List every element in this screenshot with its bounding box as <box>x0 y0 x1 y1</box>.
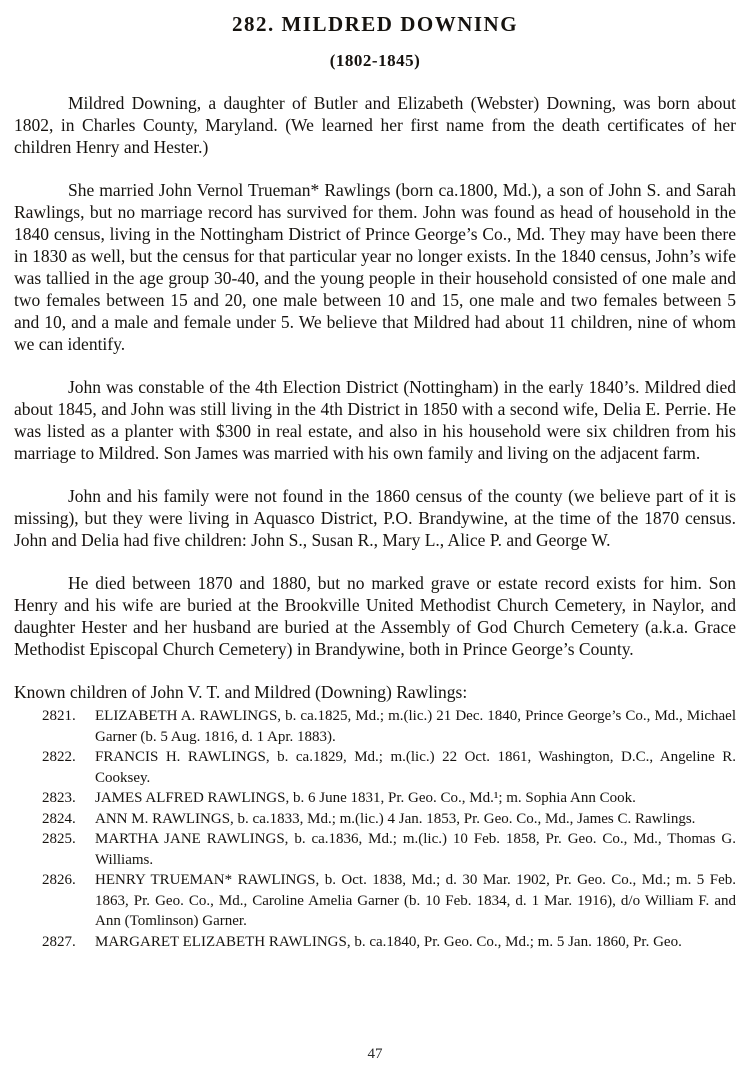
child-entry-2822 <box>14 747 736 788</box>
child-entry-2823 <box>14 788 736 809</box>
child-entry-2824 <box>14 809 736 830</box>
paragraph-constable-1850: John was constable of the 4th Election District (Nottingham) in the early 1840’s. Mildred died about 1845, and John was still living in the 4th District in 1850 with a second wife, Delia E. Perrie. He was listed as a planter with $300 in real estate, and also in his household were six children from his marriage to Mildred. Son James was married with his own family and living on the adjacent farm. <box>14 377 736 463</box>
children-list <box>14 706 736 952</box>
child-entry-number: 2827. <box>42 933 76 950</box>
paragraph-birth: Mildred Downing, a daughter of Butler and Elizabeth (Webster) Downing, was born about 1802, in Charles County, Maryland. (We learned her first name from the death certificates of her children Henry and Hester.) <box>14 93 736 157</box>
body-text <box>14 92 736 660</box>
page-number: 47 <box>367 1046 383 1062</box>
child-entry-number: 2825. <box>42 831 76 847</box>
child-entry-2821 <box>14 706 736 747</box>
child-entry-number: 2823. <box>42 790 76 806</box>
child-entry-number: 2821. <box>42 708 76 724</box>
child-entry-2825 <box>14 829 736 870</box>
paragraph-death-burials: He died between 1870 and 1880, but no marked grave or estate record exists for him. Son Henry and his wife are buried at the Brookville United Methodist Church Cemetery, in Naylor, and daughter Hester and her husband are buried at the Assembly of God Church Cemetery (a.k.a. Grace Methodist Episcopal Church Cemetery) in Brandywine, both in Prince George’s County. <box>14 573 736 659</box>
child-entry-number: 2824. <box>42 810 76 827</box>
child-entry-text: HENRY TRUEMAN* RAWLINGS, b. Oct. 1838, Md.; d. 30 Mar. 1902, Pr. Geo. Co., Md.; m. 5 Feb. 1863, Pr. Geo. Co., Md., Caroline Amelia Garner (b. 10 Feb. 1834, d. 1 Mar. 1916), d/o William F. and Ann (Tomlinson) Garner. <box>95 872 736 929</box>
child-entry-text: JAMES ALFRED RAWLINGS, b. 6 June 1831, Pr. Geo. Co., Md.¹; m. Sophia Ann Cook. <box>95 790 636 806</box>
child-entry-text: ANN M. RAWLINGS, b. ca.1833, Md.; m.(lic.) 4 Jan. 1853, Pr. Geo. Co., Md., James C. Rawlings. <box>95 810 696 827</box>
child-entry-text: ELIZABETH A. RAWLINGS, b. ca.1825, Md.; m.(lic.) 21 Dec. 1840, Prince George’s Co., Md., Michael Garner (b. 5 Aug. 1816, d. 1 Apr. 1883). <box>95 708 736 745</box>
child-entry-number: 2826. <box>42 872 76 888</box>
child-entry-2826 <box>14 870 736 932</box>
children-list-heading: Known children of John V. T. and Mildred (Downing) Rawlings: <box>14 682 468 702</box>
child-entry-text: FRANCIS H. RAWLINGS, b. ca.1829, Md.; m.(lic.) 22 Oct. 1861, Washington, D.C., Angeline R. Cooksey. <box>95 749 736 786</box>
section-title: 282. MILDRED DOWNING <box>231 12 519 36</box>
child-entry-2827 <box>14 932 736 953</box>
child-entry-text: MARTHA JANE RAWLINGS, b. ca.1836, Md.; m.(lic.) 10 Feb. 1858, Pr. Geo. Co., Md., Thomas G. Williams. <box>95 831 736 868</box>
paragraph-marriage-1840-census: She married John Vernol Trueman* Rawlings (born ca.1800, Md.), a son of John S. and Sarah Rawlings, but no marriage record has survived for them. John was found as head of household in the 1840 census, living in the Nottingham District of Prince George’s Co., Md. They may have been there in 1830 as well, but the census for that particular year no longer exists. In the 1840 census, John’s wife was tallied in the age group 30-40, and the young people in their household consisted of one male and two females between 15 and 20, one male between 10 and 15, one male and two females between 5 and 10, and a male and female under 5. We believe that Mildred had about 11 children, nine of whom we can identify. <box>14 180 736 354</box>
child-entry-number: 2822. <box>42 749 76 765</box>
lifespan-subtitle: (1802-1845) <box>329 51 421 70</box>
child-entry-text: MARGARET ELIZABETH RAWLINGS, b. ca.1840, Pr. Geo. Co., Md.; m. 5 Jan. 1860, Pr. Geo. <box>95 933 682 950</box>
paragraph-1860-1870-census: John and his family were not found in the 1860 census of the county (we believe part of it is missing), but they were living in Aquasco District, P.O. Brandywine, at the time of the 1870 census. John and Delia had five children: John S., Susan R., Mary L., Alice P. and George W. <box>14 486 736 550</box>
